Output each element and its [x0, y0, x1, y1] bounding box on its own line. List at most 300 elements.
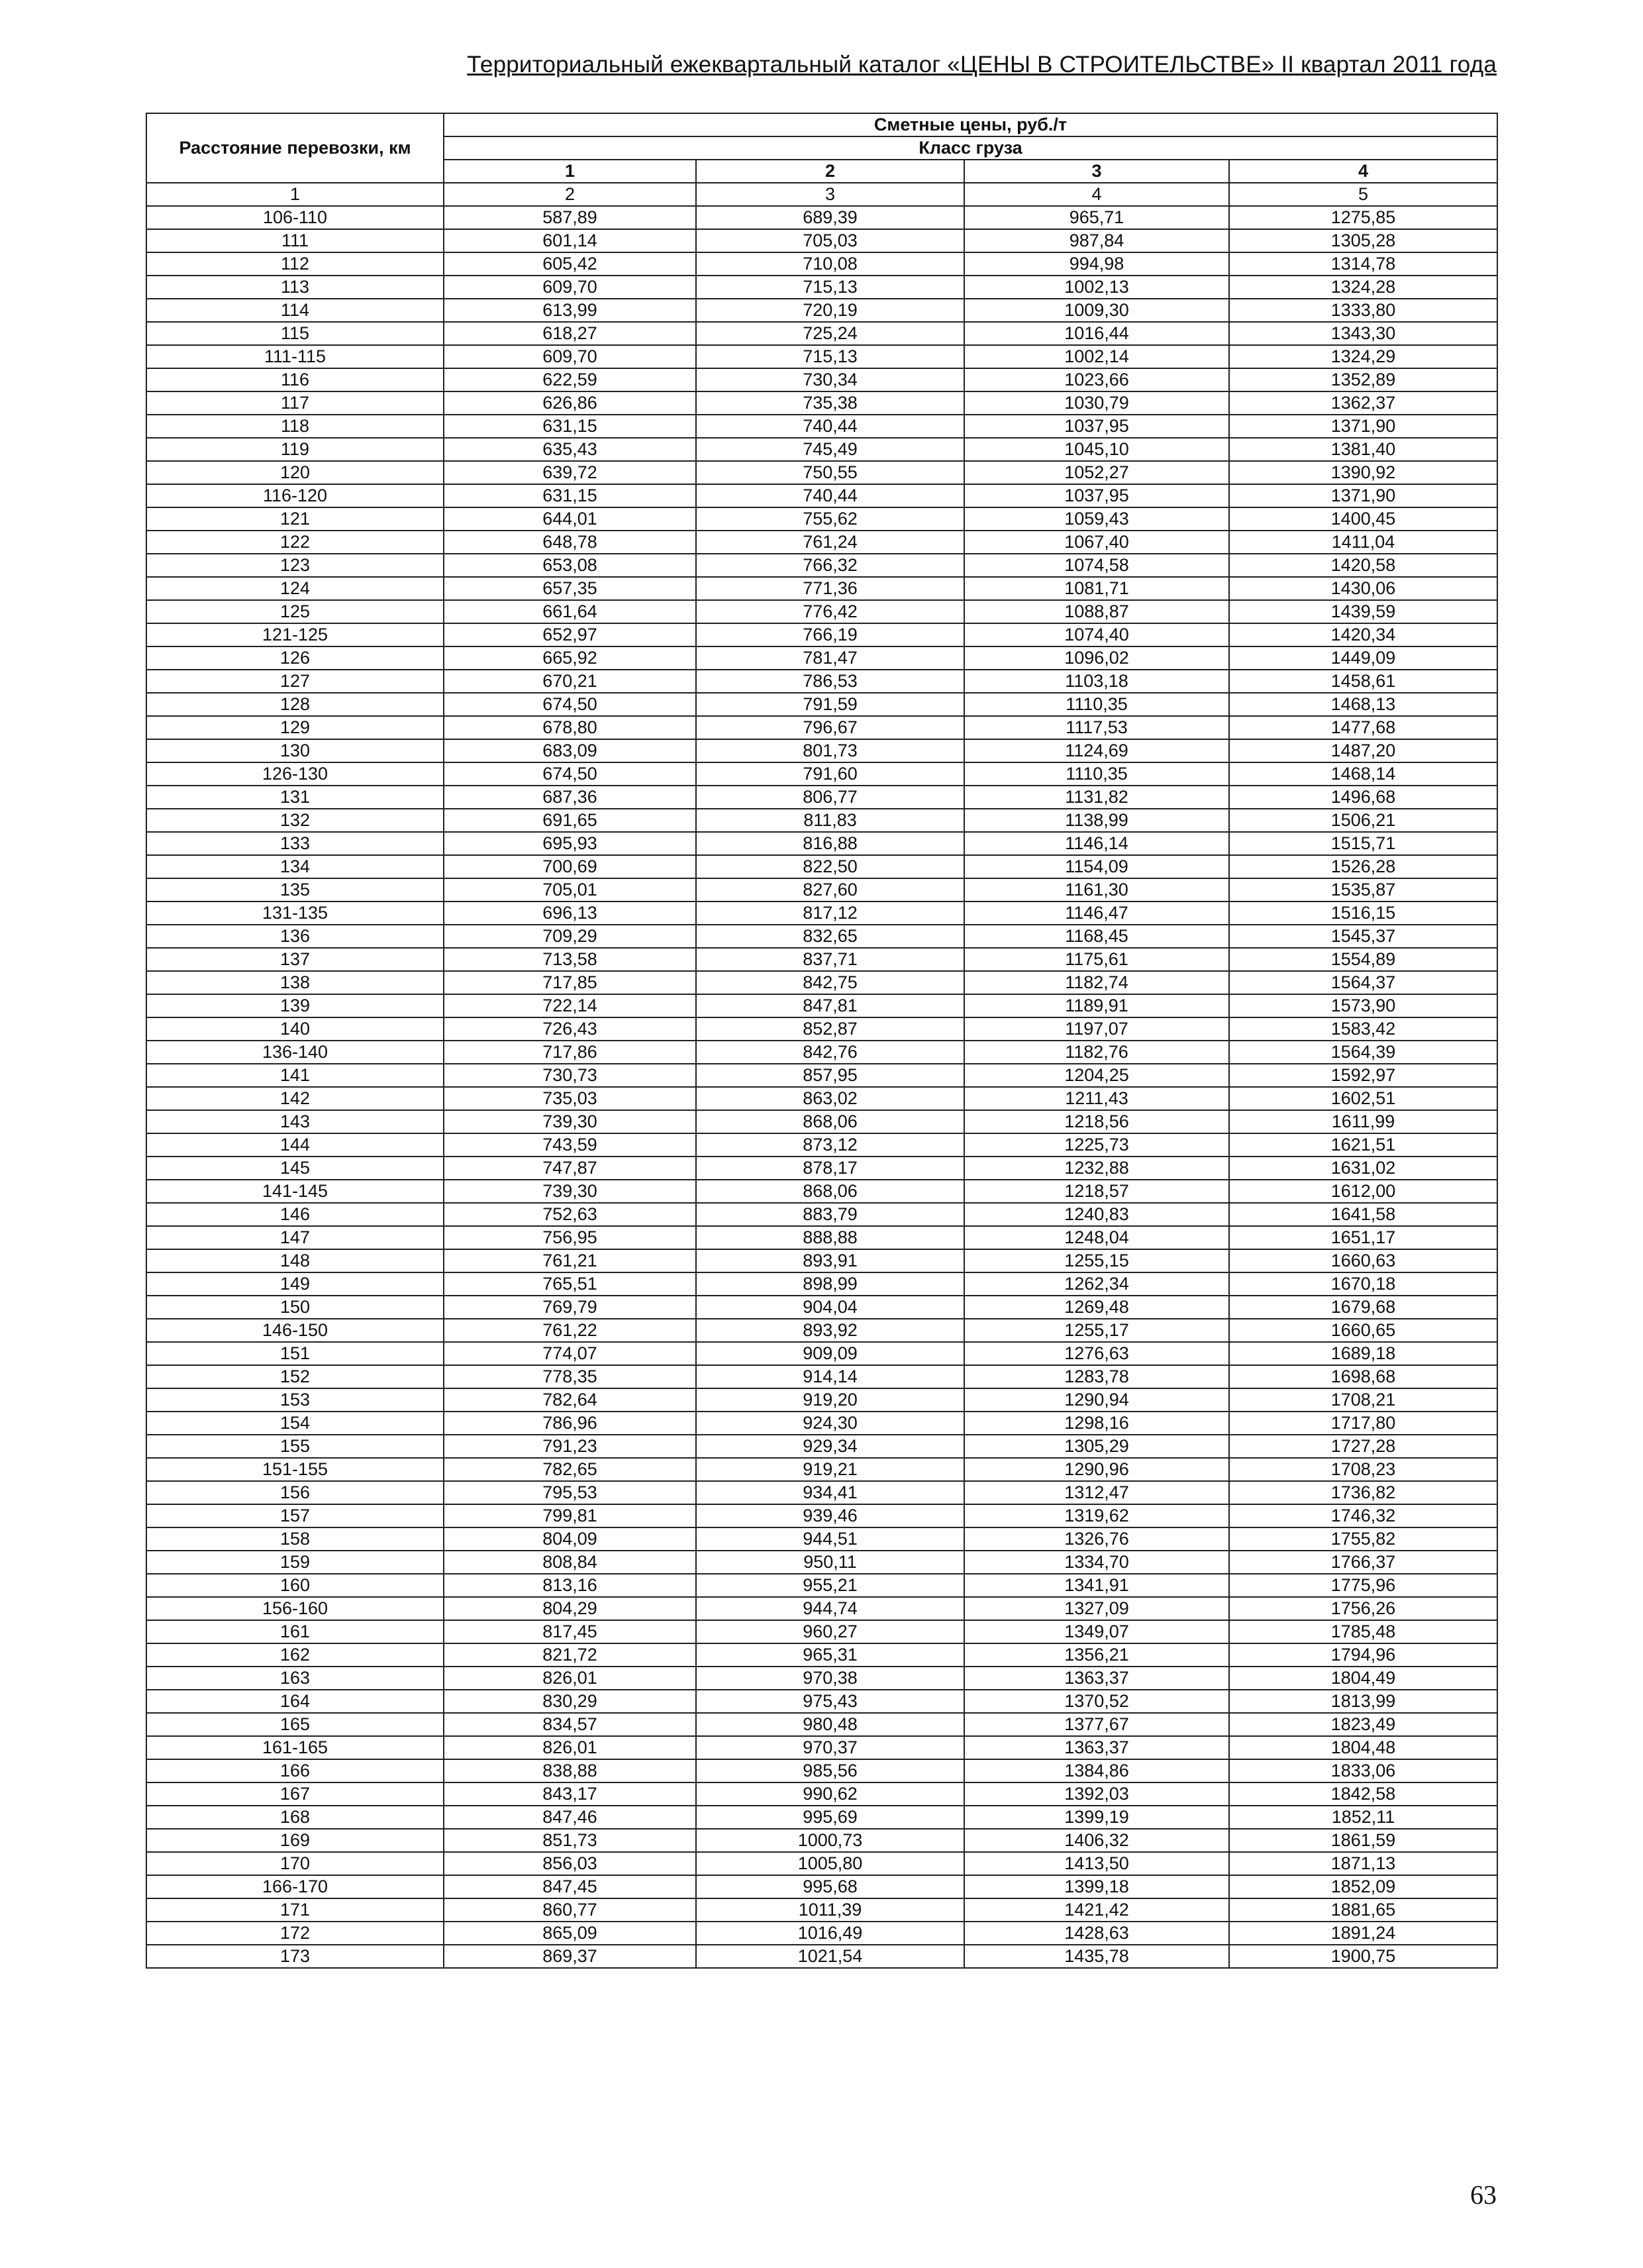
price-cell: 601,14 — [444, 229, 696, 252]
distance-header: Расстояние перевозки, км — [146, 113, 444, 183]
price-cell: 766,32 — [696, 554, 964, 577]
price-cell: 709,29 — [444, 925, 696, 948]
price-cell: 752,63 — [444, 1203, 696, 1226]
price-cell: 657,35 — [444, 577, 696, 600]
distance-cell: 173 — [146, 1945, 444, 1968]
distance-cell: 165 — [146, 1713, 444, 1736]
price-cell: 605,42 — [444, 252, 696, 276]
price-cell: 781,47 — [696, 646, 964, 670]
price-cell: 778,35 — [444, 1365, 696, 1388]
price-cell: 622,59 — [444, 368, 696, 391]
price-cell: 1756,26 — [1229, 1597, 1497, 1620]
distance-cell: 148 — [146, 1249, 444, 1272]
distance-cell: 172 — [146, 1922, 444, 1945]
distance-cell: 144 — [146, 1133, 444, 1157]
column-number: 1 — [146, 183, 444, 206]
price-cell: 705,03 — [696, 229, 964, 252]
table-row — [146, 1875, 1497, 1898]
price-cell: 1275,85 — [1229, 206, 1497, 229]
price-cell: 1341,91 — [964, 1574, 1229, 1597]
table-row — [146, 1296, 1497, 1319]
table-row — [146, 461, 1497, 484]
price-cell: 1564,39 — [1229, 1041, 1497, 1064]
price-cell: 1746,32 — [1229, 1504, 1497, 1527]
price-cell: 1766,37 — [1229, 1551, 1497, 1574]
distance-cell: 134 — [146, 855, 444, 878]
price-cell: 1131,82 — [964, 786, 1229, 809]
price-cell: 1002,13 — [964, 276, 1229, 299]
distance-cell: 115 — [146, 322, 444, 345]
price-cell: 1641,58 — [1229, 1203, 1497, 1226]
price-cell: 1218,56 — [964, 1110, 1229, 1133]
price-cell: 745,49 — [696, 438, 964, 461]
table-row — [146, 1667, 1497, 1690]
table-row — [146, 438, 1497, 461]
price-cell: 743,59 — [444, 1133, 696, 1157]
price-cell: 826,01 — [444, 1736, 696, 1759]
price-cell: 1326,76 — [964, 1527, 1229, 1551]
price-cell: 822,50 — [696, 855, 964, 878]
price-cell: 1660,65 — [1229, 1319, 1497, 1342]
price-cell: 1449,09 — [1229, 646, 1497, 670]
price-cell: 691,65 — [444, 809, 696, 832]
price-cell: 970,37 — [696, 1736, 964, 1759]
distance-cell: 154 — [146, 1412, 444, 1435]
distance-cell: 162 — [146, 1643, 444, 1667]
price-cell: 1468,13 — [1229, 693, 1497, 716]
table-row — [146, 623, 1497, 646]
price-cell: 1370,52 — [964, 1690, 1229, 1713]
distance-cell: 141 — [146, 1064, 444, 1087]
price-cell: 1381,40 — [1229, 438, 1497, 461]
price-cell: 670,21 — [444, 670, 696, 693]
distance-cell: 132 — [146, 809, 444, 832]
table-row — [146, 902, 1497, 925]
distance-cell: 156 — [146, 1481, 444, 1504]
table-row — [146, 1412, 1497, 1435]
table-row — [146, 276, 1497, 299]
price-cell: 730,73 — [444, 1064, 696, 1087]
distance-cell: 120 — [146, 461, 444, 484]
price-cell: 1161,30 — [964, 878, 1229, 902]
price-cell: 648,78 — [444, 531, 696, 554]
price-cell: 1255,17 — [964, 1319, 1229, 1342]
price-cell: 791,60 — [696, 762, 964, 786]
price-cell: 842,76 — [696, 1041, 964, 1064]
table-row — [146, 1597, 1497, 1620]
price-cell: 1362,37 — [1229, 391, 1497, 415]
price-cell: 739,30 — [444, 1180, 696, 1203]
distance-cell: 133 — [146, 832, 444, 855]
price-cell: 717,86 — [444, 1041, 696, 1064]
price-cell: 990,62 — [696, 1782, 964, 1806]
price-cell: 786,96 — [444, 1412, 696, 1435]
table-row — [146, 1504, 1497, 1527]
distance-cell: 119 — [146, 438, 444, 461]
price-cell: 1255,15 — [964, 1249, 1229, 1272]
distance-cell: 164 — [146, 1690, 444, 1713]
price-cell: 1384,86 — [964, 1759, 1229, 1782]
price-cell: 1088,87 — [964, 600, 1229, 623]
price-cell: 1016,44 — [964, 322, 1229, 345]
distance-cell: 146 — [146, 1203, 444, 1226]
distance-cell: 166-170 — [146, 1875, 444, 1898]
price-cell: 1371,90 — [1229, 415, 1497, 438]
distance-cell: 124 — [146, 577, 444, 600]
price-cell: 761,21 — [444, 1249, 696, 1272]
price-cell: 950,11 — [696, 1551, 964, 1574]
distance-cell: 169 — [146, 1829, 444, 1852]
price-cell: 1631,02 — [1229, 1157, 1497, 1180]
price-cell: 1074,40 — [964, 623, 1229, 646]
column-number: 3 — [696, 183, 964, 206]
distance-cell: 140 — [146, 1017, 444, 1041]
price-cell: 1392,03 — [964, 1782, 1229, 1806]
price-cell: 735,03 — [444, 1087, 696, 1110]
price-cell: 883,79 — [696, 1203, 964, 1226]
price-cell: 847,45 — [444, 1875, 696, 1898]
price-cell: 1708,23 — [1229, 1458, 1497, 1481]
price-cell: 687,36 — [444, 786, 696, 809]
price-cell: 842,75 — [696, 971, 964, 994]
price-cell: 653,08 — [444, 554, 696, 577]
price-cell: 765,51 — [444, 1272, 696, 1296]
price-cell: 1717,80 — [1229, 1412, 1497, 1435]
table-row — [146, 1852, 1497, 1875]
distance-cell: 135 — [146, 878, 444, 902]
price-cell: 1871,13 — [1229, 1852, 1497, 1875]
distance-cell: 121 — [146, 507, 444, 531]
price-cell: 995,68 — [696, 1875, 964, 1898]
price-cell: 1352,89 — [1229, 368, 1497, 391]
price-cell: 813,16 — [444, 1574, 696, 1597]
price-cell: 1000,73 — [696, 1829, 964, 1852]
price-cell: 1785,48 — [1229, 1620, 1497, 1643]
price-cell: 1430,06 — [1229, 577, 1497, 600]
price-cell: 1891,24 — [1229, 1922, 1497, 1945]
distance-cell: 116-120 — [146, 484, 444, 507]
price-cell: 1081,71 — [964, 577, 1229, 600]
price-cell: 766,19 — [696, 623, 964, 646]
price-cell: 1487,20 — [1229, 739, 1497, 762]
price-cell: 1021,54 — [696, 1945, 964, 1968]
prices-header: Сметные цены, руб./т — [444, 113, 1497, 136]
price-cell: 852,87 — [696, 1017, 964, 1041]
price-cell: 1037,95 — [964, 415, 1229, 438]
price-cell: 1182,76 — [964, 1041, 1229, 1064]
price-cell: 1545,37 — [1229, 925, 1497, 948]
price-cell: 1852,11 — [1229, 1806, 1497, 1829]
table-row — [146, 507, 1497, 531]
price-cell: 1016,49 — [696, 1922, 964, 1945]
price-cell: 1679,68 — [1229, 1296, 1497, 1319]
price-cell: 750,55 — [696, 461, 964, 484]
price-cell: 1515,71 — [1229, 832, 1497, 855]
price-cell: 1708,21 — [1229, 1388, 1497, 1412]
table-row — [146, 531, 1497, 554]
distance-cell: 155 — [146, 1435, 444, 1458]
price-cell: 1611,99 — [1229, 1110, 1497, 1133]
table-row — [146, 809, 1497, 832]
price-cell: 817,12 — [696, 902, 964, 925]
price-cell: 970,38 — [696, 1667, 964, 1690]
table-row — [146, 1157, 1497, 1180]
price-cell: 804,09 — [444, 1527, 696, 1551]
table-row — [146, 1898, 1497, 1922]
price-cell: 888,88 — [696, 1226, 964, 1249]
price-cell: 739,30 — [444, 1110, 696, 1133]
price-cell: 919,20 — [696, 1388, 964, 1412]
table-row — [146, 1713, 1497, 1736]
price-cell: 1421,42 — [964, 1898, 1229, 1922]
price-cell: 1262,34 — [964, 1272, 1229, 1296]
distance-cell: 151 — [146, 1342, 444, 1365]
table-row — [146, 1180, 1497, 1203]
distance-cell: 114 — [146, 299, 444, 322]
table-row — [146, 1435, 1497, 1458]
table-row — [146, 554, 1497, 577]
price-cell: 740,44 — [696, 484, 964, 507]
price-cell: 1319,62 — [964, 1504, 1229, 1527]
distance-cell: 149 — [146, 1272, 444, 1296]
table-row — [146, 299, 1497, 322]
table-row — [146, 1203, 1497, 1226]
price-cell: 873,12 — [696, 1133, 964, 1157]
price-cell: 1232,88 — [964, 1157, 1229, 1180]
price-cell: 1458,61 — [1229, 670, 1497, 693]
price-cell: 1045,10 — [964, 438, 1229, 461]
distance-cell: 126 — [146, 646, 444, 670]
table-row — [146, 1388, 1497, 1412]
price-cell: 832,65 — [696, 925, 964, 948]
distance-cell: 156-160 — [146, 1597, 444, 1620]
table-row — [146, 368, 1497, 391]
distance-cell: 143 — [146, 1110, 444, 1133]
price-cell: 1651,17 — [1229, 1226, 1497, 1249]
price-cell: 1428,63 — [964, 1922, 1229, 1945]
class-1-header: 1 — [444, 160, 696, 183]
distance-cell: 123 — [146, 554, 444, 577]
price-cell: 1439,59 — [1229, 600, 1497, 623]
column-number: 5 — [1229, 183, 1497, 206]
price-cell: 1573,90 — [1229, 994, 1497, 1017]
price-cell: 756,95 — [444, 1226, 696, 1249]
price-cell: 696,13 — [444, 902, 696, 925]
table-row — [146, 994, 1497, 1017]
table-row — [146, 1017, 1497, 1041]
price-cell: 631,15 — [444, 484, 696, 507]
price-cell: 652,97 — [444, 623, 696, 646]
table-row — [146, 229, 1497, 252]
price-cell: 939,46 — [696, 1504, 964, 1527]
price-cell: 816,88 — [696, 832, 964, 855]
price-cell: 1248,04 — [964, 1226, 1229, 1249]
price-cell: 1059,43 — [964, 507, 1229, 531]
distance-cell: 157 — [146, 1504, 444, 1527]
table-row — [146, 345, 1497, 368]
price-cell: 1526,28 — [1229, 855, 1497, 878]
distance-cell: 163 — [146, 1667, 444, 1690]
price-cell: 1182,74 — [964, 971, 1229, 994]
distance-cell: 137 — [146, 948, 444, 971]
price-cell: 808,84 — [444, 1551, 696, 1574]
distance-cell: 129 — [146, 716, 444, 739]
price-cell: 786,53 — [696, 670, 964, 693]
price-cell: 878,17 — [696, 1157, 964, 1180]
price-cell: 985,56 — [696, 1759, 964, 1782]
price-cell: 1833,06 — [1229, 1759, 1497, 1782]
distance-cell: 136 — [146, 925, 444, 948]
price-cell: 934,41 — [696, 1481, 964, 1504]
price-cell: 799,81 — [444, 1504, 696, 1527]
distance-cell: 145 — [146, 1157, 444, 1180]
price-cell: 1775,96 — [1229, 1574, 1497, 1597]
table-row — [146, 1829, 1497, 1852]
distance-cell: 160 — [146, 1574, 444, 1597]
price-cell: 1377,67 — [964, 1713, 1229, 1736]
price-cell: 1290,96 — [964, 1458, 1229, 1481]
price-cell: 994,98 — [964, 252, 1229, 276]
table-row — [146, 948, 1497, 971]
price-cell: 1477,68 — [1229, 716, 1497, 739]
price-cell: 817,45 — [444, 1620, 696, 1643]
distance-cell: 158 — [146, 1527, 444, 1551]
price-cell: 847,81 — [696, 994, 964, 1017]
table-row — [146, 971, 1497, 994]
page-number: 63 — [1470, 2180, 1497, 2210]
price-cell: 715,13 — [696, 276, 964, 299]
price-cell: 1852,09 — [1229, 1875, 1497, 1898]
table-row — [146, 1574, 1497, 1597]
distance-cell: 151-155 — [146, 1458, 444, 1481]
price-cell: 1225,73 — [964, 1133, 1229, 1157]
price-cell: 1037,95 — [964, 484, 1229, 507]
price-cell: 791,23 — [444, 1435, 696, 1458]
price-cell: 1312,47 — [964, 1481, 1229, 1504]
price-cell: 720,19 — [696, 299, 964, 322]
price-cell: 1197,07 — [964, 1017, 1229, 1041]
price-cell: 1390,92 — [1229, 461, 1497, 484]
price-cell: 1009,30 — [964, 299, 1229, 322]
price-cell: 965,71 — [964, 206, 1229, 229]
price-cell: 1516,15 — [1229, 902, 1497, 925]
table-row — [146, 1736, 1497, 1759]
price-cell: 995,69 — [696, 1806, 964, 1829]
distance-cell: 150 — [146, 1296, 444, 1319]
table-row — [146, 832, 1497, 855]
price-cell: 761,22 — [444, 1319, 696, 1342]
price-cell: 1861,59 — [1229, 1829, 1497, 1852]
price-table — [146, 113, 1498, 1969]
distance-cell: 125 — [146, 600, 444, 623]
table-row — [146, 484, 1497, 507]
price-cell: 705,01 — [444, 878, 696, 902]
price-cell: 715,13 — [696, 345, 964, 368]
price-cell: 1211,43 — [964, 1087, 1229, 1110]
price-cell: 796,67 — [696, 716, 964, 739]
price-cell: 1660,63 — [1229, 1249, 1497, 1272]
price-cell: 1794,96 — [1229, 1643, 1497, 1667]
distance-cell: 106-110 — [146, 206, 444, 229]
price-cell: 1496,68 — [1229, 786, 1497, 809]
price-cell: 722,14 — [444, 994, 696, 1017]
table-row — [146, 1759, 1497, 1782]
price-cell: 838,88 — [444, 1759, 696, 1782]
table-row — [146, 1551, 1497, 1574]
distance-cell: 128 — [146, 693, 444, 716]
price-cell: 1030,79 — [964, 391, 1229, 415]
price-cell: 1204,25 — [964, 1064, 1229, 1087]
distance-cell: 126-130 — [146, 762, 444, 786]
price-cell: 661,64 — [444, 600, 696, 623]
price-cell: 1755,82 — [1229, 1527, 1497, 1551]
table-row — [146, 1064, 1497, 1087]
price-cell: 1823,49 — [1229, 1713, 1497, 1736]
price-cell: 1670,18 — [1229, 1272, 1497, 1296]
price-cell: 1399,19 — [964, 1806, 1229, 1829]
table-row — [146, 693, 1497, 716]
price-cell: 893,92 — [696, 1319, 964, 1342]
price-cell: 1298,16 — [964, 1412, 1229, 1435]
column-number: 2 — [444, 183, 696, 206]
price-cell: 1103,18 — [964, 670, 1229, 693]
distance-cell: 131-135 — [146, 902, 444, 925]
price-cell: 1804,48 — [1229, 1736, 1497, 1759]
price-cell: 801,73 — [696, 739, 964, 762]
price-cell: 1305,28 — [1229, 229, 1497, 252]
table-row — [146, 786, 1497, 809]
table-row — [146, 855, 1497, 878]
price-cell: 1406,32 — [964, 1829, 1229, 1852]
table-row — [146, 391, 1497, 415]
distance-cell: 116 — [146, 368, 444, 391]
distance-cell: 141-145 — [146, 1180, 444, 1203]
table-row — [146, 1782, 1497, 1806]
price-cell: 1269,48 — [964, 1296, 1229, 1319]
catalog-header: Территориальный ежеквартальный каталог «ЦЕНЫ В СТРОИТЕЛЬСТВЕ» II квартал 2011 года — [467, 52, 1497, 77]
price-rows — [146, 206, 1497, 1968]
distance-cell: 139 — [146, 994, 444, 1017]
cargo-class-header: Класс груза — [444, 136, 1497, 160]
price-cell: 730,34 — [696, 368, 964, 391]
price-cell: 830,29 — [444, 1690, 696, 1713]
table-row — [146, 322, 1497, 345]
price-cell: 904,04 — [696, 1296, 964, 1319]
class-4-header: 4 — [1229, 160, 1497, 183]
price-cell: 834,57 — [444, 1713, 696, 1736]
price-cell: 1363,37 — [964, 1736, 1229, 1759]
price-cell: 795,53 — [444, 1481, 696, 1504]
price-cell: 1804,49 — [1229, 1667, 1497, 1690]
class-2-header: 2 — [696, 160, 964, 183]
price-cell: 987,84 — [964, 229, 1229, 252]
distance-cell: 113 — [146, 276, 444, 299]
price-cell: 857,95 — [696, 1064, 964, 1087]
price-cell: 1506,21 — [1229, 809, 1497, 832]
price-cell: 1023,66 — [964, 368, 1229, 391]
price-cell: 960,27 — [696, 1620, 964, 1643]
price-cell: 868,06 — [696, 1110, 964, 1133]
distance-cell: 146-150 — [146, 1319, 444, 1342]
price-cell: 1468,14 — [1229, 762, 1497, 786]
price-cell: 860,77 — [444, 1898, 696, 1922]
price-cell: 1011,39 — [696, 1898, 964, 1922]
price-cell: 806,77 — [696, 786, 964, 809]
price-cell: 631,15 — [444, 415, 696, 438]
price-cell: 1399,18 — [964, 1875, 1229, 1898]
distance-cell: 161 — [146, 1620, 444, 1643]
table-row — [146, 1620, 1497, 1643]
